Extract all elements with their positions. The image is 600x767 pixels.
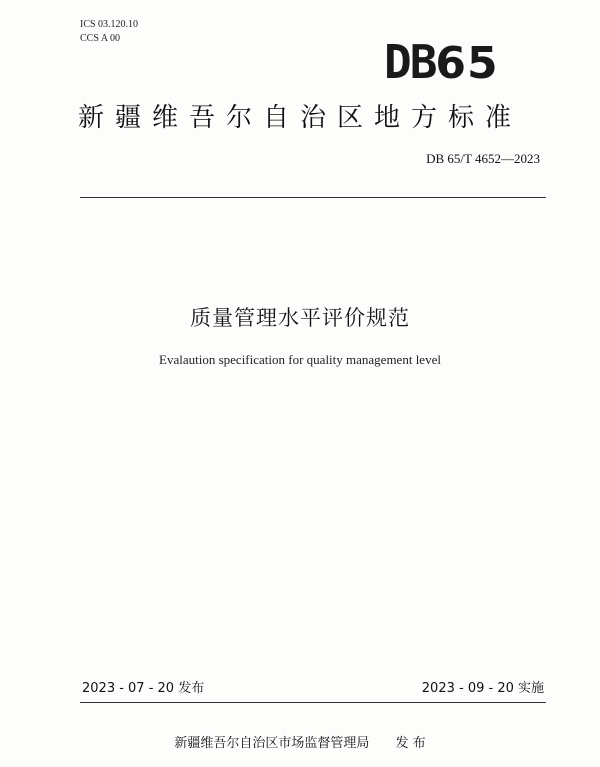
publish-action: 发 布 [395,736,426,751]
ics-code: ICS 03.120.10 [80,19,139,30]
standard-number: DB 65/T 4652—2023 [426,151,540,166]
classification-codes [80,18,138,46]
document-title-english: Evalaution specification for quality management level [159,352,441,367]
publisher-name: 新疆维吾尔自治区市场监督管理局 [174,736,370,751]
ccs-code: CCS A 00 [80,33,121,44]
footer-divider [80,702,546,703]
release-date: 2023 - 07 - 20 发布 [82,681,205,696]
header-divider [80,197,546,198]
db65-logo [384,36,544,88]
document-title-chinese: 质量管理水平评价规范 [190,306,410,330]
db-logo-letters: DB [384,35,436,89]
publisher-line [0,736,600,752]
db-logo-number: 65 [435,38,499,89]
regional-standard-heading: 新疆维吾尔自治区地方标准 [78,103,523,133]
implementation-date: 2023 - 09 - 20 实施 [421,681,544,696]
